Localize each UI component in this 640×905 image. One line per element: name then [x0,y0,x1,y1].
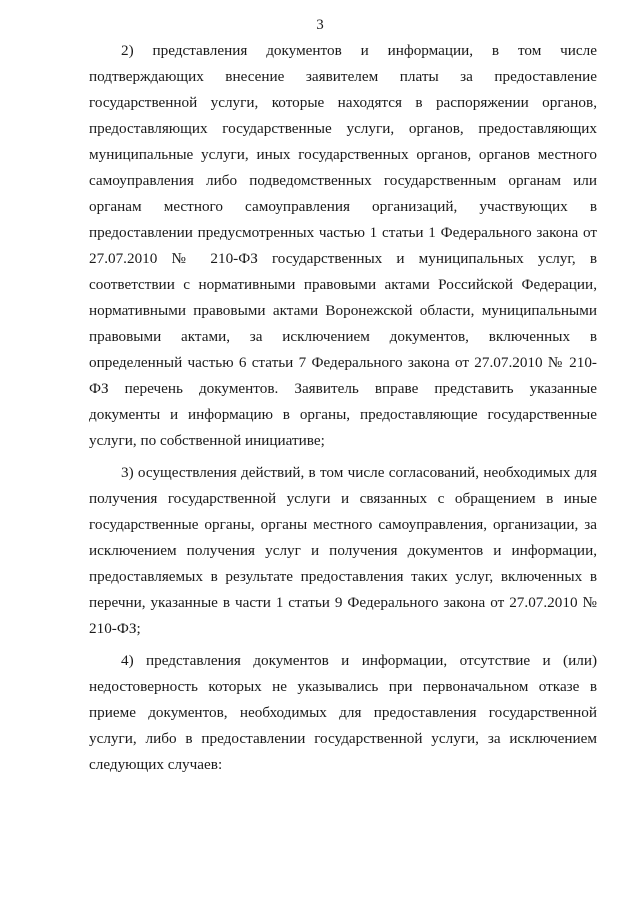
paragraph-item-3: 3) осуществления действий, в том числе согласований, необходимых для получения государственной услуги и связанных с обращением в иные государственные органы, органы местного самоуправления, организации, за исключением получения услуг и получения документов и информации, предоставляемых в результате предоставления таких услуг, включенных в перечни, указанные в части 1 статьи 9 Федерального закона от 27.07.2010 № 210-ФЗ; [89,464,597,637]
page-number: 3 [316,17,324,33]
paragraph-item-2: 2) представления документов и информации, в том числе подтверждающих внесение заявителем платы за предоставление государственной услуги, которые находятся в распоряжении органов, предоставляющих государственные услуги, органов, предоставляющих муниципальные услуги, иных государственных органов, органов местного самоуправления либо подведомственных государственным органам или органам местного самоуправления организаций, участвующих в предоставлении предусмотренных частью 1 статьи 1 Федерального закона от 27.07.2010 № 210-ФЗ государственных и муниципальных услуг, в соответствии с нормативными правовыми актами Российской Федерации, нормативными правовыми актами Воронежской области, муниципальными правовыми актами, за исключением документов, включенных в определенный частью 6 статьи 7 Федерального закона от 27.07.2010 № 210-ФЗ перечень документов. Заявитель вправе представить указанные документы и информацию в органы, предоставляющие государственные услуги, по собственной инициативе; [89,42,597,449]
paragraph-item-4: 4) представления документов и информации, отсутствие и (или) недостоверность которых не указывались при первоначальном отказе в приеме документов, необходимых для предоставления государственной услуги, либо в предоставлении государственной услуги, за исключением следующих случаев: [89,652,597,773]
document-body [89,38,597,778]
